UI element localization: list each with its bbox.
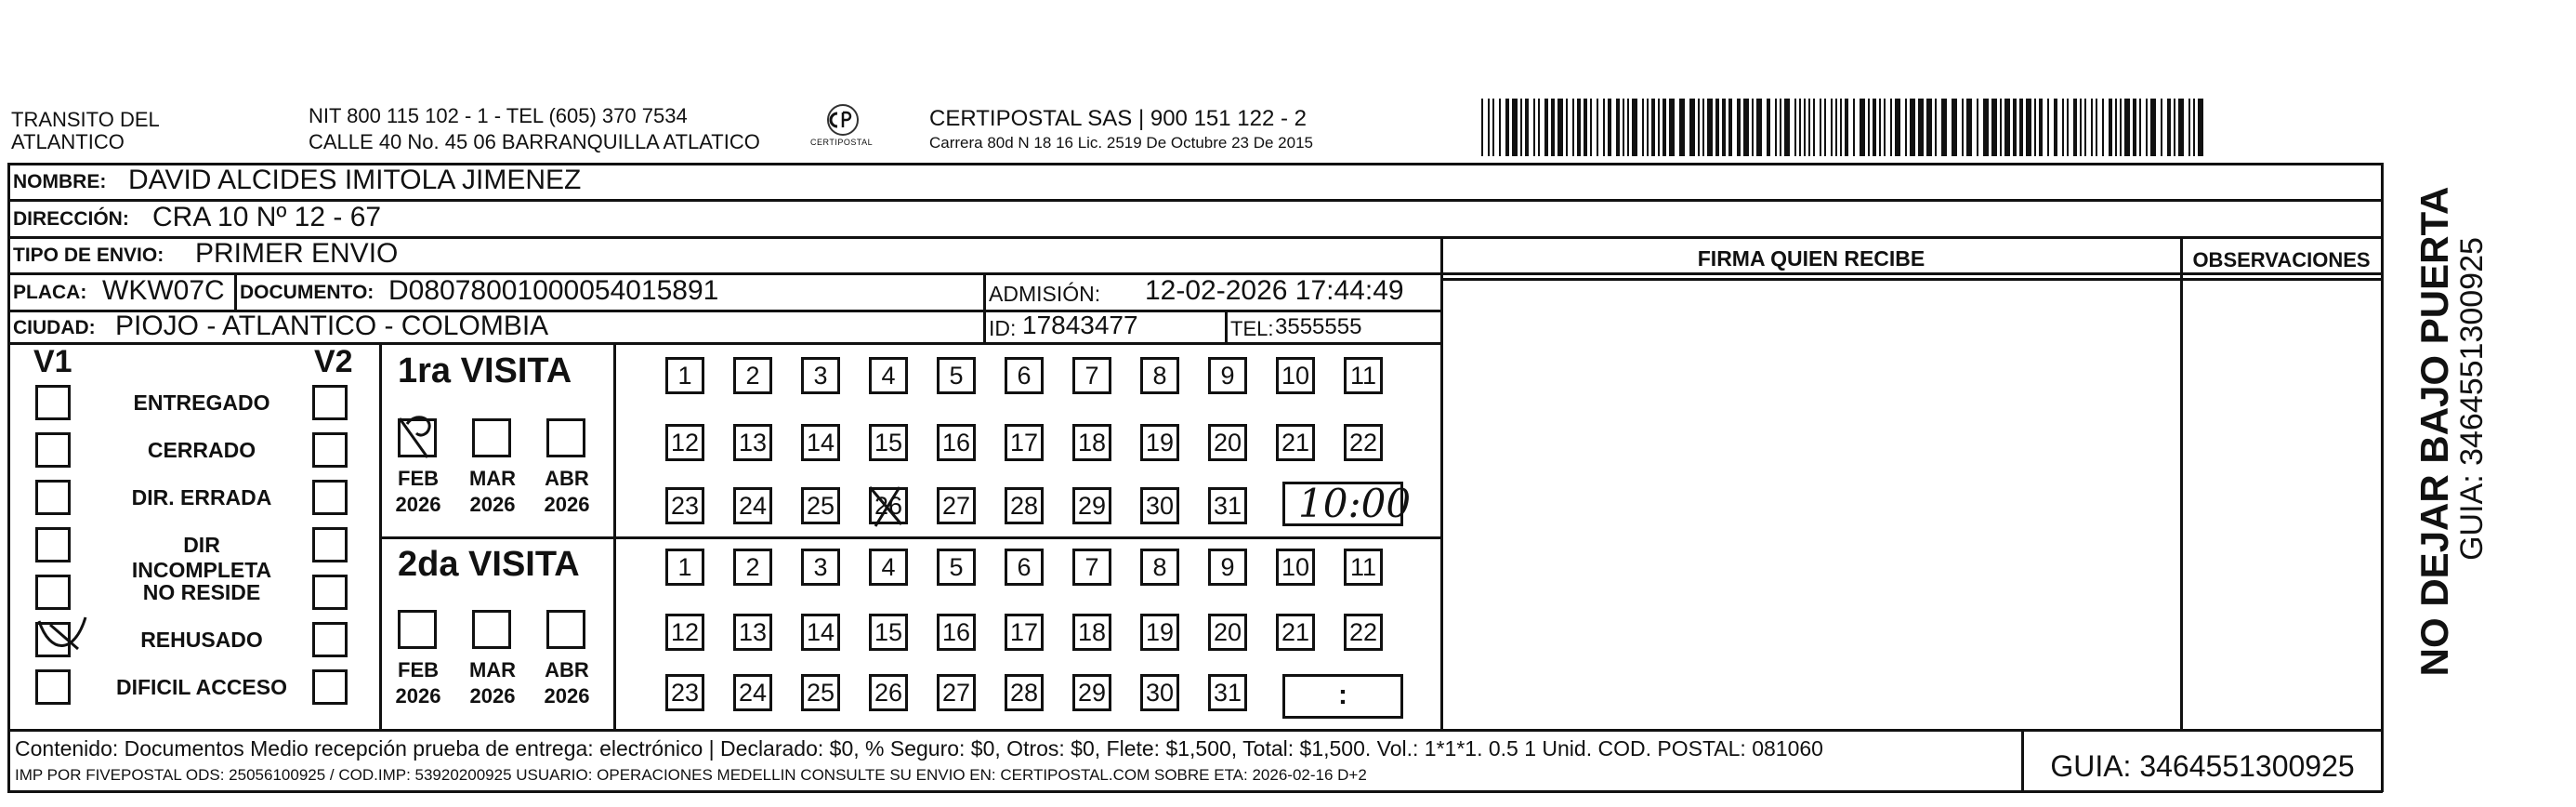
first-visit-day-box[interactable]: 26 — [869, 487, 908, 524]
first-visit-day-box[interactable]: 1 — [665, 357, 704, 394]
first-visit-day-box[interactable]: 31 — [1208, 487, 1247, 524]
barcode-bar — [2174, 99, 2175, 156]
admision-label: ADMISIÓN: — [989, 282, 1101, 306]
barcode-bar — [1702, 99, 1704, 156]
barcode-bar — [1566, 99, 1568, 156]
barcode-bar — [2167, 99, 2171, 156]
side-guia: GUIA: 3464551300925 — [2454, 237, 2490, 561]
tipo-envio-label: TIPO DE ENVIO: — [13, 245, 164, 266]
barcode-bar — [1977, 99, 1978, 156]
second-visit-label: 2da VISITA — [398, 545, 580, 584]
rehusado-v1-check-mark — [33, 614, 97, 656]
sender-name-line2: ATLANTICO — [11, 130, 125, 153]
barcode-bar — [1799, 99, 1801, 156]
ciudad-label: CIUDAD: — [13, 317, 96, 338]
barcode-bar — [1910, 99, 1915, 156]
barcode-bar — [1794, 99, 1796, 156]
first-visit-day-box[interactable]: 19 — [1140, 424, 1179, 461]
barcode-bar — [1941, 99, 1947, 156]
barcode-bar — [1715, 99, 1719, 156]
barcode-bar — [1616, 99, 1620, 156]
barcode-bar — [1689, 99, 1695, 156]
barcode-bar — [1481, 99, 1483, 156]
first-visit-day-box[interactable]: 16 — [937, 424, 976, 461]
barcode — [1481, 99, 2206, 156]
status-v1-checkbox[interactable] — [35, 480, 71, 515]
barcode-bar — [2091, 99, 2093, 156]
observaciones-label: OBSERVACIONES — [2192, 248, 2371, 271]
barcode-bar — [1584, 99, 1587, 156]
side-warning: NO DEJAR BAJO PUERTA — [2412, 186, 2456, 677]
status-v1-checkbox[interactable] — [35, 575, 71, 610]
side-text-block — [2390, 186, 2490, 707]
status-label: REHUSADO — [140, 628, 263, 652]
second-visit-day-box[interactable]: 25 — [801, 674, 840, 711]
barcode-bar — [1707, 99, 1713, 156]
barcode-bar — [2013, 99, 2017, 156]
first-visit-day-box[interactable]: 21 — [1276, 424, 1315, 461]
first-visit-time: 10:00 — [1298, 481, 1412, 526]
barcode-bar — [1679, 99, 1685, 156]
month-year-label: 2026 — [544, 684, 590, 708]
barcode-bar — [2039, 99, 2043, 156]
barcode-bar — [1860, 99, 1865, 156]
first-visit-day-box[interactable]: 15 — [869, 424, 908, 461]
barcode-bar — [1879, 99, 1881, 156]
second-visit-day-box[interactable]: 6 — [1005, 549, 1044, 586]
second-visit-day-box[interactable]: 1 — [665, 549, 704, 586]
status-v1-checkbox[interactable] — [35, 385, 71, 420]
status-v2-checkbox[interactable] — [312, 432, 348, 468]
sender-name-line1: TRANSITO DEL — [11, 108, 160, 131]
sender-nit: NIT 800 115 102 - 1 - TEL (605) 370 7534 — [309, 104, 688, 127]
month-label: FEB — [398, 467, 439, 490]
barcode-bar — [1966, 99, 1972, 156]
v1-label: V1 — [33, 344, 72, 379]
footer-content-line: Contenido: Documentos Medio recepción prueba de entrega: electrónico | Declarado: $0, % Seguro: $0, Otros: $0, Flete: $1,500, Total: $1,500. Vol.: 1*1*1. 0.5 1 Unid. COD. POSTAL: 081060 — [15, 736, 1823, 761]
footer-print-line: IMP POR FIVEPOSTAL ODS: 25056100925 / COD.IMP: 53920200925 USUARIO: OPERACIONES MEDELLIN CONSULTE SU ENVIO EN: CERTIPOSTAL.COM SOBRE ETA: 2026-02-16 D+2 — [15, 766, 1367, 784]
barcode-bar — [1905, 99, 1907, 156]
barcode-bar — [1983, 99, 1989, 156]
barcode-bar — [1935, 99, 1937, 156]
barcode-bar — [1743, 99, 1749, 156]
observaciones-area[interactable] — [2183, 281, 2381, 729]
barcode-bar — [1651, 99, 1655, 156]
barcode-bar — [2004, 99, 2010, 156]
direccion-value: CRA 10 Nº 12 - 67 — [152, 202, 382, 232]
second-visit-day-box[interactable]: 24 — [733, 674, 772, 711]
status-label: NO RESIDE — [142, 580, 261, 604]
barcode-bar — [1488, 99, 1490, 156]
signature-area[interactable] — [1443, 281, 2180, 729]
firma-label: FIRMA QUIEN RECIBE — [1697, 246, 1925, 271]
barcode-bar — [1669, 99, 1675, 156]
first-visit-label: 1ra VISITA — [398, 351, 572, 390]
barcode-bar — [2161, 99, 2162, 156]
first-visit-day-box[interactable]: 29 — [1072, 487, 1111, 524]
company-line: CERTIPOSTAL SAS | 900 151 122 - 2 — [929, 106, 1307, 131]
barcode-bar — [1698, 99, 1700, 156]
first-visit-day-box[interactable]: 17 — [1005, 424, 1044, 461]
second-visit-day-box[interactable]: 9 — [1208, 549, 1247, 586]
status-v1-checkbox[interactable] — [35, 432, 71, 468]
barcode-bar — [1608, 99, 1611, 156]
second-visit-day-box[interactable]: 12 — [665, 614, 704, 651]
barcode-bar — [2193, 99, 2195, 156]
barcode-bar — [1752, 99, 1754, 156]
barcode-bar — [1627, 99, 1629, 156]
barcode-bar — [1890, 99, 1892, 156]
placa-value: WKW07C — [102, 275, 225, 306]
documento-value: D08078001000054015891 — [388, 275, 719, 306]
first-visit-day-box[interactable]: 2 — [733, 357, 772, 394]
second-visit-day-box[interactable]: 2 — [733, 549, 772, 586]
barcode-bar — [1525, 99, 1529, 156]
nombre-value: DAVID ALCIDES IMITOLA JIMENEZ — [128, 165, 582, 195]
month-label: ABR — [545, 658, 589, 681]
ciudad-value: PIOJO - ATLANTICO - COLOMBIA — [115, 311, 549, 341]
barcode-bar — [2115, 99, 2117, 156]
barcode-bar — [1962, 99, 1964, 156]
barcode-bar — [2150, 99, 2156, 156]
barcode-bar — [1804, 99, 1806, 156]
first-visit-day-box[interactable]: 25 — [801, 487, 840, 524]
barcode-bar — [2034, 99, 2036, 156]
first-visit-day-box[interactable]: 30 — [1140, 487, 1179, 524]
first-visit-month-box[interactable] — [472, 418, 511, 457]
direccion-label: DIRECCIÓN: — [13, 208, 129, 230]
feb-first-visit-mark — [394, 415, 444, 463]
first-visit-day-box[interactable]: 13 — [733, 424, 772, 461]
second-visit-day-box[interactable]: 27 — [937, 674, 976, 711]
status-v2-checkbox[interactable] — [312, 527, 348, 562]
status-v2-checkbox[interactable] — [312, 480, 348, 515]
barcode-bar — [2102, 99, 2104, 156]
first-visit-time-box[interactable] — [1282, 481, 1412, 526]
documento-label: DOCUMENTO: — [240, 282, 375, 303]
barcode-bar — [1533, 99, 1535, 156]
month-label: MAR — [468, 467, 517, 490]
barcode-bar — [2080, 99, 2082, 156]
second-visit-day-box[interactable]: 28 — [1005, 674, 1044, 711]
first-visit-day-box[interactable]: 5 — [937, 357, 976, 394]
barcode-bar — [1820, 99, 1821, 156]
month-label: FEB — [398, 658, 439, 681]
barcode-bar — [1512, 99, 1518, 156]
barcode-bar — [1831, 99, 1833, 156]
second-visit-day-box[interactable]: 18 — [1072, 614, 1111, 651]
barcode-bar — [1505, 99, 1509, 156]
barcode-bar — [1991, 99, 1997, 156]
barcode-bar — [1835, 99, 1837, 156]
footer-guia: GUIA: 3464551300925 — [2050, 749, 2355, 783]
first-visit-day-box[interactable]: 28 — [1005, 487, 1044, 524]
first-visit-day-box[interactable]: 22 — [1344, 424, 1383, 461]
barcode-bar — [1824, 99, 1826, 156]
second-visit-day-box[interactable]: 5 — [937, 549, 976, 586]
second-visit-time-box[interactable]: : — [1282, 674, 1403, 719]
second-visit-day-box[interactable]: 4 — [869, 549, 908, 586]
barcode-bar — [1926, 99, 1932, 156]
first-visit-day-box[interactable]: 8 — [1140, 357, 1179, 394]
first-visit-day-box[interactable]: 27 — [937, 487, 976, 524]
status-label: DIR. ERRADA — [131, 485, 272, 509]
first-visit-day-box[interactable]: 3 — [801, 357, 840, 394]
barcode-bar — [1784, 99, 1790, 156]
v2-label: V2 — [314, 344, 353, 379]
barcode-bar — [1520, 99, 1522, 156]
second-visit-day-box[interactable]: 16 — [937, 614, 976, 651]
status-label: CERRADO — [147, 438, 256, 462]
status-label: DIFICIL ACCESO — [115, 675, 287, 699]
day-26-first-visit-mark — [862, 482, 909, 530]
second-visit-day-box[interactable]: 17 — [1005, 614, 1044, 651]
month-year-label: 2026 — [469, 684, 516, 708]
barcode-bar — [2133, 99, 2136, 156]
barcode-bar — [1813, 99, 1815, 156]
barcode-bar — [1623, 99, 1624, 156]
barcode-bar — [1722, 99, 1726, 156]
barcode-bar — [2047, 99, 2049, 156]
sender-address: CALLE 40 No. 45 06 BARRANQUILLA ATLATICO — [309, 130, 760, 153]
barcode-bar — [1590, 99, 1592, 156]
barcode-bar — [1873, 99, 1876, 156]
second-visit-month-box[interactable] — [398, 610, 437, 649]
status-v2-checkbox[interactable] — [312, 575, 348, 610]
tel-label: TEL: — [1230, 317, 1274, 340]
first-visit-day-box[interactable]: 24 — [733, 487, 772, 524]
barcode-bar — [2000, 99, 2002, 156]
second-visit-month-box[interactable] — [472, 610, 511, 649]
first-visit-day-box[interactable]: 20 — [1208, 424, 1247, 461]
second-visit-day-box[interactable]: 11 — [1344, 549, 1383, 586]
month-label: MAR — [468, 658, 517, 681]
barcode-bar — [1845, 99, 1848, 156]
barcode-bar — [1780, 99, 1781, 156]
barcode-bar — [2124, 99, 2130, 156]
barcode-bar — [1737, 99, 1741, 156]
month-year-label: 2026 — [395, 493, 441, 516]
second-visit-month-box[interactable] — [546, 610, 585, 649]
first-visit-day-box[interactable]: 10 — [1276, 357, 1315, 394]
second-visit-day-box[interactable]: 30 — [1140, 674, 1179, 711]
barcode-bar — [1918, 99, 1924, 156]
logo-caption: CERTIPOSTAL — [810, 138, 874, 147]
tel-value: 3555555 — [1275, 314, 1362, 339]
barcode-bar — [2054, 99, 2057, 156]
id-label: ID: — [989, 316, 1017, 340]
admision-value: 12-02-2026 17:44:49 — [1145, 275, 1404, 306]
barcode-bar — [1767, 99, 1770, 156]
first-visit-day-box[interactable]: 7 — [1072, 357, 1111, 394]
barcode-bar — [1551, 99, 1555, 156]
barcode-bar — [2062, 99, 2064, 156]
month-year-label: 2026 — [544, 493, 590, 516]
barcode-bar — [1577, 99, 1581, 156]
barcode-bar — [1603, 99, 1605, 156]
barcode-bar — [2178, 99, 2184, 156]
barcode-bar — [1775, 99, 1777, 156]
second-visit-day-box[interactable]: 29 — [1072, 674, 1111, 711]
second-visit-day-box[interactable]: 19 — [1140, 614, 1179, 651]
second-visit-day-box[interactable]: 26 — [869, 674, 908, 711]
second-visit-day-box[interactable]: 10 — [1276, 549, 1315, 586]
month-label: ABR — [545, 467, 589, 490]
barcode-bar — [1952, 99, 1957, 156]
barcode-bar — [2188, 99, 2190, 156]
month-year-label: 2026 — [395, 684, 441, 708]
barcode-bar — [1840, 99, 1842, 156]
first-visit-day-box[interactable]: 18 — [1072, 424, 1111, 461]
barcode-bar — [2019, 99, 2023, 156]
barcode-bar — [2073, 99, 2077, 156]
first-visit-day-box[interactable]: 23 — [665, 487, 704, 524]
barcode-bar — [1544, 99, 1548, 156]
barcode-bar — [2139, 99, 2141, 156]
barcode-bar — [1557, 99, 1563, 156]
barcode-bar — [2146, 99, 2148, 156]
second-visit-day-box[interactable]: 3 — [801, 549, 840, 586]
barcode-bar — [1642, 99, 1644, 156]
barcode-bar — [1663, 99, 1666, 156]
placa-label: PLACA: — [13, 282, 87, 303]
first-visit-day-box[interactable]: 14 — [801, 424, 840, 461]
barcode-bar — [1884, 99, 1886, 156]
barcode-bar — [2096, 99, 2097, 156]
first-visit-month-box[interactable] — [546, 418, 585, 457]
barcode-bar — [2120, 99, 2122, 156]
second-visit-day-box[interactable]: 21 — [1276, 614, 1315, 651]
barcode-bar — [1895, 99, 1900, 156]
barcode-bar — [1632, 99, 1637, 156]
first-visit-day-box[interactable]: 9 — [1208, 357, 1247, 394]
certipostal-logo-icon — [827, 104, 859, 136]
status-label: DIR INCOMPLETA — [131, 533, 272, 582]
second-visit-day-box[interactable]: 13 — [733, 614, 772, 651]
first-visit-day-box[interactable]: 4 — [869, 357, 908, 394]
second-visit-day-box[interactable]: 22 — [1344, 614, 1383, 651]
id-value: 17843477 — [1022, 311, 1138, 339]
barcode-bar — [1572, 99, 1574, 156]
status-v1-checkbox[interactable] — [35, 527, 71, 562]
second-visit-day-box[interactable]: 15 — [869, 614, 908, 651]
barcode-bar — [1728, 99, 1732, 156]
barcode-bar — [2084, 99, 2086, 156]
status-label: ENTREGADO — [133, 390, 270, 415]
second-visit-day-box[interactable]: 8 — [1140, 549, 1179, 586]
barcode-bar — [1853, 99, 1855, 156]
barcode-bar — [1658, 99, 1660, 156]
second-visit-day-box[interactable]: 7 — [1072, 549, 1111, 586]
first-visit-day-box[interactable]: 11 — [1344, 357, 1383, 394]
tipo-envio-value: PRIMER ENVIO — [195, 238, 399, 269]
month-year-label: 2026 — [469, 493, 516, 516]
status-v2-checkbox[interactable] — [312, 385, 348, 420]
barcode-bar — [2198, 99, 2203, 156]
barcode-bar — [2109, 99, 2112, 156]
status-v1-checkbox[interactable] — [35, 669, 71, 705]
license-line: Carrera 80d N 18 16 Lic. 2519 De Octubre 23 De 2015 — [929, 134, 1313, 152]
barcode-bar — [2067, 99, 2069, 156]
barcode-bar — [1538, 99, 1540, 156]
barcode-bar — [1868, 99, 1870, 156]
second-visit-day-box[interactable]: 20 — [1208, 614, 1247, 651]
barcode-bar — [1492, 99, 1494, 156]
barcode-bar — [1597, 99, 1598, 156]
first-visit-day-box[interactable]: 6 — [1005, 357, 1044, 394]
barcode-bar — [1647, 99, 1649, 156]
second-visit-day-box[interactable]: 23 — [665, 674, 704, 711]
first-visit-day-box[interactable]: 12 — [665, 424, 704, 461]
status-v2-checkbox[interactable] — [312, 622, 348, 657]
barcode-bar — [1756, 99, 1762, 156]
barcode-bar — [1808, 99, 1810, 156]
barcode-bar — [1499, 99, 1501, 156]
second-visit-day-box[interactable]: 14 — [801, 614, 840, 651]
second-visit-day-box[interactable]: 31 — [1208, 674, 1247, 711]
nombre-label: NOMBRE: — [13, 171, 107, 192]
barcode-bar — [2026, 99, 2031, 156]
status-v2-checkbox[interactable] — [312, 669, 348, 705]
